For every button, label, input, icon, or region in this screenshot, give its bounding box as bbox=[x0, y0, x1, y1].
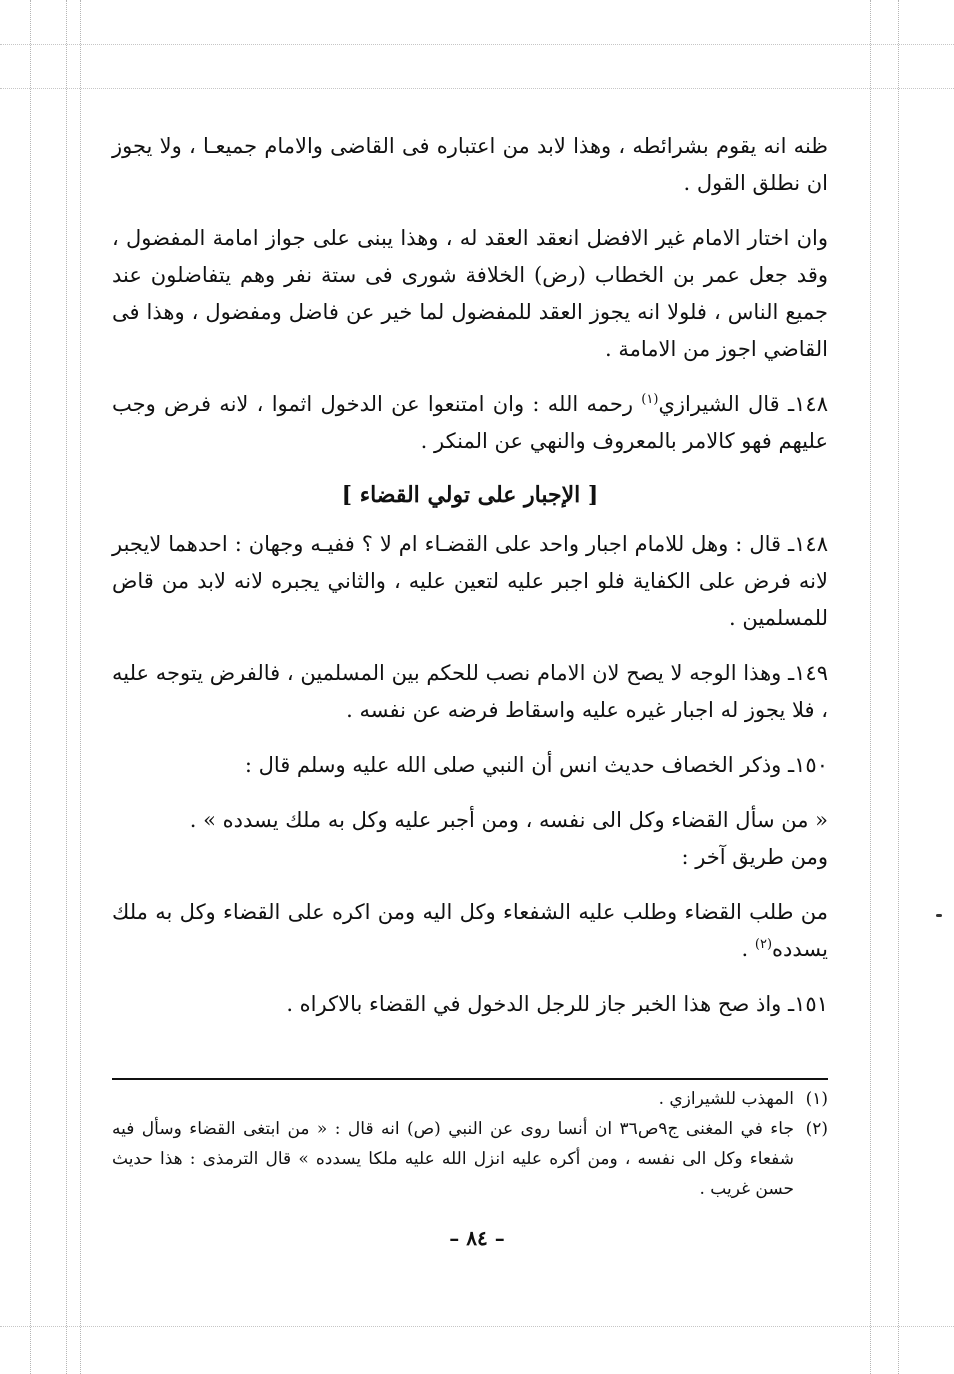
footnote-number: (٢) bbox=[805, 1119, 828, 1139]
scan-rule bbox=[66, 0, 67, 1374]
paragraph-149: ١٤٩ـ وهذا الوجه لا يصح لان الامام نصب للحكم بين المسلمين ، فالفرض يتوجه عليه ، فلا يجوز له اجبار غيره عليه واسقاط فرضه عن نفسه . bbox=[112, 661, 828, 722]
scan-rule bbox=[0, 88, 954, 89]
paragraph-148b: ١٤٨ـ قال : وهل للامام اجبار واحد على القضـاء ام لا ؟ ففيـه وجهان : احدهما لايجبر لانه فرض على الكفاية فلو اجبر عليه لتعين عليه ، والثاني يجبره لانه لابد من قاض للمسلمين . bbox=[112, 532, 828, 630]
paragraph-text: . bbox=[741, 937, 755, 961]
scan-rule bbox=[898, 0, 899, 1374]
footnote-text: جاء في المغنى ج٩ص٣٦ ان أنسا روى عن النبي (ص) انه قال : « من ابتغى القضاء وسأل فيه شفعاء وكل الى نفسه ، ومن أكره عليه انزل الله عليه ملكا يسدده » قال الترمذى : هذا حديث حسن غريب . bbox=[112, 1119, 794, 1199]
scan-rule bbox=[0, 44, 954, 45]
footnotes bbox=[112, 1078, 828, 1204]
footnote-ref-2[interactable]: (٢) bbox=[754, 937, 773, 952]
paragraph: ظنه انه يقوم بشرائطه ، وهذا لابد من اعتباره فى القاضى والامام جميعـا ، ولا يجوز ان نطلق القول . bbox=[112, 134, 828, 195]
page-body bbox=[112, 128, 828, 1041]
scan-rule bbox=[30, 0, 31, 1374]
paragraph-151: ١٥١ـ واذ صح هذا الخبر جاز للرجل الدخول في القضاء بالاكراه . bbox=[286, 992, 828, 1016]
scan-rule bbox=[0, 1326, 954, 1327]
scan-speck bbox=[936, 914, 942, 917]
scan-rule bbox=[80, 0, 81, 1374]
hadith-quote-1: « من سأل القضاء وكل الى نفسه ، ومن أجبر عليه وكل به ملك يسدده » . bbox=[189, 808, 828, 832]
footnote-number: (١) bbox=[805, 1089, 828, 1109]
footnote-2 bbox=[112, 1114, 828, 1204]
footnote-1 bbox=[112, 1084, 828, 1114]
paragraph: وان اختار الامام غير الافضل انعقد العقد له ، وهذا يبنى على جواز امامة المفضول ، وقد جعل عمر بن الخطاب (رض) الخلافة شورى فى ستة نفر وهم يتفاضلون عند جميع الناس ، فلولا انه يجوز العقد للمفضول لما خير عن فاضل ومفضول ، وهذا فى القاضي اجوز من الامامة . bbox=[112, 226, 828, 361]
page-number: – ٨٤ – bbox=[449, 1226, 505, 1250]
hadith-intro-2: ومن طريق آخر : bbox=[681, 845, 828, 869]
scan-rule bbox=[870, 0, 871, 1374]
hadith-quote-2 bbox=[112, 894, 828, 968]
paragraph-148a bbox=[112, 386, 828, 460]
footnote-ref-1[interactable]: (١) bbox=[641, 392, 659, 407]
section-heading: [ الإجبار على تولي القضاء ] bbox=[341, 482, 599, 508]
footnote-text: المهذب للشيرازي . bbox=[658, 1089, 794, 1109]
paragraph-text: ١٤٨ـ قال الشيرازي bbox=[658, 392, 828, 416]
paragraph-150: ١٥٠ـ وذكر الخصاف حديث انس أن النبي صلى الله عليه وسلم قال : bbox=[244, 753, 828, 777]
paragraph-text: رحمه الله : وان امتنعوا عن الدخول اثموا ، لانه فرض وجب عليهم فهو كالامر بالمعروف والنهي عن المنكر . bbox=[112, 392, 828, 453]
paragraph-text: من طلب القضاء وطلب عليه الشفعاء وكل اليه ومن اكره على القضاء وكل به ملك يسدده bbox=[112, 900, 828, 961]
